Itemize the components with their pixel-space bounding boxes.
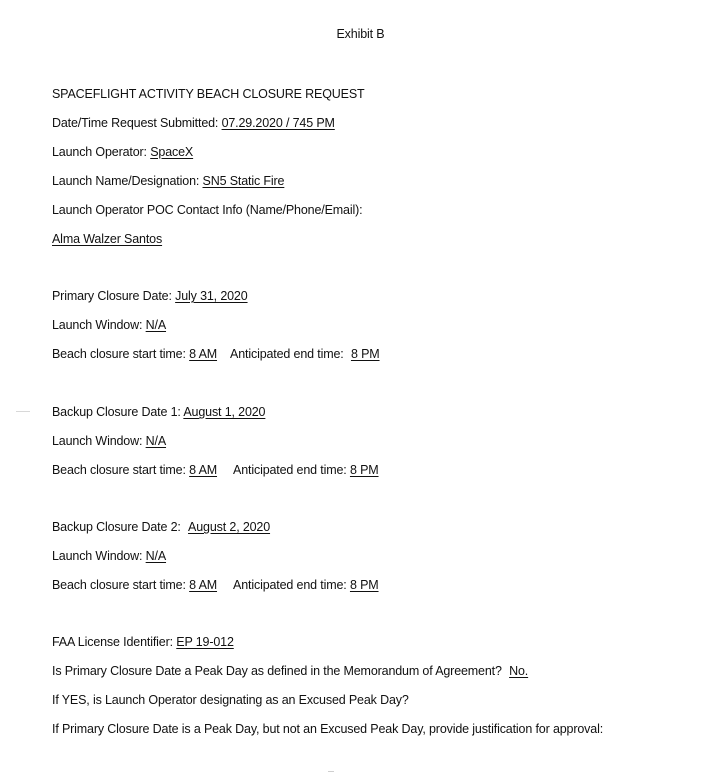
backup1-start-value: 8 AM bbox=[189, 463, 218, 477]
primary-date-row bbox=[52, 288, 248, 304]
peak-day-row bbox=[52, 663, 528, 679]
backup2-window-row bbox=[52, 548, 166, 564]
backup2-window-value: N/A bbox=[145, 549, 167, 563]
backup2-start-value: 8 AM bbox=[189, 578, 218, 592]
primary-end-label: Anticipated end time: bbox=[230, 347, 347, 361]
launch-name-row bbox=[52, 173, 284, 189]
exhibit-title: Exhibit B bbox=[336, 27, 385, 41]
peak-day-answer: No. bbox=[509, 664, 529, 678]
launch-operator-row bbox=[52, 144, 193, 160]
backup2-times-row bbox=[52, 577, 379, 593]
backup2-start-label: Beach closure start time: bbox=[52, 578, 190, 592]
justification-question: If Primary Closure Date is a Peak Day, but not an Excused Peak Day, provide justification for approval: bbox=[52, 722, 604, 736]
primary-times-row bbox=[52, 346, 380, 362]
backup1-date-row bbox=[52, 404, 265, 420]
backup2-date-value: August 2, 2020 bbox=[188, 520, 271, 534]
launch-operator-value: SpaceX bbox=[150, 145, 194, 159]
poc-contact-label: Launch Operator POC Contact Info (Name/Phone/Email): bbox=[52, 203, 363, 217]
primary-window-row bbox=[52, 317, 166, 333]
poc-contact-value: Alma Walzer Santos bbox=[52, 232, 163, 246]
primary-date-value: July 31, 2020 bbox=[175, 289, 248, 303]
primary-window-value: N/A bbox=[145, 318, 167, 332]
excused-peak-question: If YES, is Launch Operator designating as an Excused Peak Day? bbox=[52, 693, 409, 707]
backup1-window-row bbox=[52, 433, 166, 449]
form-heading: SPACEFLIGHT ACTIVITY BEACH CLOSURE REQUEST bbox=[52, 87, 365, 101]
request-submitted-row bbox=[52, 115, 335, 131]
scan-mark bbox=[16, 411, 30, 412]
faa-license-value: EP 19-012 bbox=[176, 635, 234, 649]
faa-license-label: FAA License Identifier: bbox=[52, 635, 177, 649]
backup2-window-label: Launch Window: bbox=[52, 549, 146, 563]
backup1-end-label: Anticipated end time: bbox=[233, 463, 350, 477]
launch-operator-label: Launch Operator: bbox=[52, 145, 151, 159]
backup1-end-value: 8 PM bbox=[349, 463, 379, 477]
backup2-date-row bbox=[52, 519, 270, 535]
backup2-end-label: Anticipated end time: bbox=[233, 578, 350, 592]
launch-name-label: Launch Name/Designation: bbox=[52, 174, 203, 188]
backup2-date-label: Backup Closure Date 2: bbox=[52, 520, 185, 534]
backup1-date-value: August 1, 2020 bbox=[183, 405, 266, 419]
scan-mark-bottom bbox=[328, 771, 334, 772]
request-submitted-value: 07.29.2020 / 745 PM bbox=[221, 116, 335, 130]
peak-day-question: Is Primary Closure Date a Peak Day as defined in the Memorandum of Agreement? bbox=[52, 664, 506, 678]
request-submitted-label: Date/Time Request Submitted: bbox=[52, 116, 222, 130]
backup2-end-value: 8 PM bbox=[349, 578, 379, 592]
backup1-date-label: Backup Closure Date 1: bbox=[52, 405, 184, 419]
backup1-times-row bbox=[52, 462, 379, 478]
primary-window-label: Launch Window: bbox=[52, 318, 146, 332]
backup1-window-label: Launch Window: bbox=[52, 434, 146, 448]
backup1-window-value: N/A bbox=[145, 434, 167, 448]
primary-date-label: Primary Closure Date: bbox=[52, 289, 176, 303]
primary-start-value: 8 AM bbox=[189, 347, 218, 361]
primary-start-label: Beach closure start time: bbox=[52, 347, 190, 361]
backup1-start-label: Beach closure start time: bbox=[52, 463, 190, 477]
launch-name-value: SN5 Static Fire bbox=[202, 174, 285, 188]
primary-end-value: 8 PM bbox=[350, 347, 380, 361]
faa-license-row bbox=[52, 634, 234, 650]
